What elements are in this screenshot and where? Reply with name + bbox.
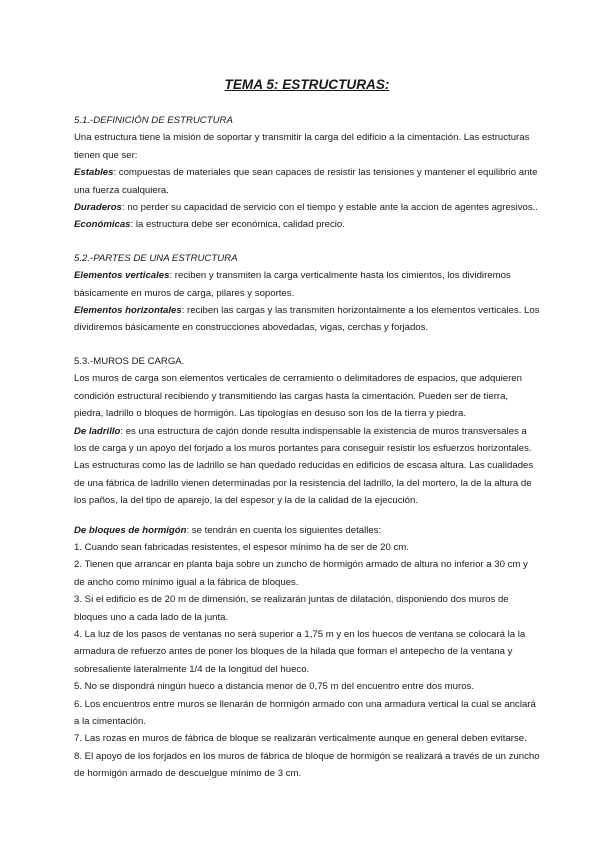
list-item: 3. Si el edificio es de 20 m de dimensión, se realizarán juntas de dilatación, disponiendo dos muros de bloques uno a cada lado de la junta.: [74, 594, 509, 623]
text-estables: : compuestas de materiales que sean capaces de resistir las tensiones y mantener el equilibrio ante una fuerza cualquiera.: [74, 167, 538, 196]
term-elementos-verticales: Elementos verticales: [74, 270, 170, 282]
document-title: TEMA 5: ESTRUCTURAS:: [224, 77, 390, 92]
section-heading-partes: 5.2.-PARTES DE UNA ESTRUCTURA: [74, 252, 238, 264]
list-item: 1. Cuando sean fabricadas resistentes, el espesor mínimo ha de ser de 20 cm.: [74, 541, 409, 553]
list-item: 5. No se dispondrá ningún hueco a distancia menor de 0,75 m del encuentro entre dos muros.: [74, 681, 474, 693]
list-item: 7. Las rozas en muros de fábrica de bloque se realizarán verticalmente aunque en general deben evitarse.: [74, 733, 527, 745]
text-de-bloques: : se tendrán en cuenta los siguientes detalles:: [186, 524, 382, 536]
term-elementos-horizontales: Elementos horizontales: [74, 305, 182, 317]
term-duraderos: Duraderos: [74, 202, 122, 214]
muros-bloques: [74, 522, 540, 539]
text-de-ladrillo: : es una estructura de cajón donde resulta indispensable la existencia de muros transversales a los de carga y un apoyo del forjado a los muros portantes para conseguir resistir los esfuerzos horizontales. Las estructuras como las de ladrillo se han quedado reducidas en edificios de escasa altura. Las cualidades de una fábrica de ladrillo vienen determinadas por la resistencia del ladrillo, la del mortero, la de la altura de los paños, la del tipo de aparejo, la del espesor y la de la calidad de la ejecución.: [74, 425, 534, 507]
muros-ladrillo: [74, 423, 540, 510]
list-item: 2. Tienen que arrancar en planta baja sobre un zuncho de hormigón armado de altura no inferior a 30 cm y de ancho como mínimo igual a la fábrica de bloques.: [74, 559, 528, 588]
muros-intro: Los muros de carga son elementos verticales de cerramiento o delimitadores de espacios, que adquieren condición estructural recibiendo y transmitiendo las cargas hasta la cimentación. Pueden ser de tierra, piedra, ladrillo o bloques de hormigón. Las tipologías en desuso son los de la tierra y piedra.: [74, 373, 522, 420]
section-definicion: [74, 112, 540, 234]
section-heading-definicion: 5.1.-DEFINICIÓN DE ESTRUCTURA: [74, 115, 233, 126]
list-item: 8. El apoyo de los forjados en los muros de fábrica de bloque de hormigón se realizará a través de un zuncho de hormigón armado de descuelgue mínimo de 3 cm.: [74, 750, 540, 780]
partes-item-verticales: [74, 267, 540, 302]
section-muros: [74, 353, 540, 783]
text-economicas: : la estructura debe ser económica, calidad precio.: [130, 219, 345, 231]
term-economicas: Económicas: [74, 219, 131, 231]
term-estables: Estables: [74, 167, 114, 179]
section-partes: [74, 250, 540, 337]
definicion-item-duraderos: [74, 199, 540, 216]
section-heading-muros: 5.3.-MUROS DE CARGA.: [74, 355, 185, 367]
term-de-bloques: De bloques de hormigón: [74, 524, 187, 536]
term-de-ladrillo: De ladrillo: [74, 425, 121, 437]
list-item: 4. La luz de los pasos de ventanas no será superior a 1,75 m y en los huecos de ventana se colocará la la armadura de refuerzo antes de poner los bloques de la hilada que forman el antepecho de la ventana y sobresaliente lateralmente 1/4 de la longitud del hueco.: [74, 628, 526, 675]
definicion-intro: Una estructura tiene la misión de soportar y transmitir la carga del edificio a la cimentación. Las estructuras tienen que ser:: [74, 132, 530, 161]
spacer: [74, 510, 540, 522]
definicion-item-estables: [74, 164, 540, 199]
partes-item-horizontales: [74, 302, 540, 337]
text-duraderos: : no perder su capacidad de servicio con el tiempo y estable ante la accion de agentes agresivos..: [121, 202, 538, 214]
text-elementos-horizontales: : reciben las cargas y las transmiten horizontalmente a los elementos verticales. Los dividiremos básicamente en construcciones abovedadas, vigas, cerchas y forjados.: [74, 305, 540, 334]
definicion-item-economicas: [74, 216, 540, 233]
text-elementos-verticales: : reciben y transmiten la carga verticalmente hasta los cimientos, los dividiremos básicamente en muros de carga, pilares y soportes.: [74, 270, 511, 299]
list-item: 6. Los encuentros entre muros se llenarán de hormigón armado con una armadura vertical la cual se anclará a la cimentación.: [74, 698, 536, 727]
